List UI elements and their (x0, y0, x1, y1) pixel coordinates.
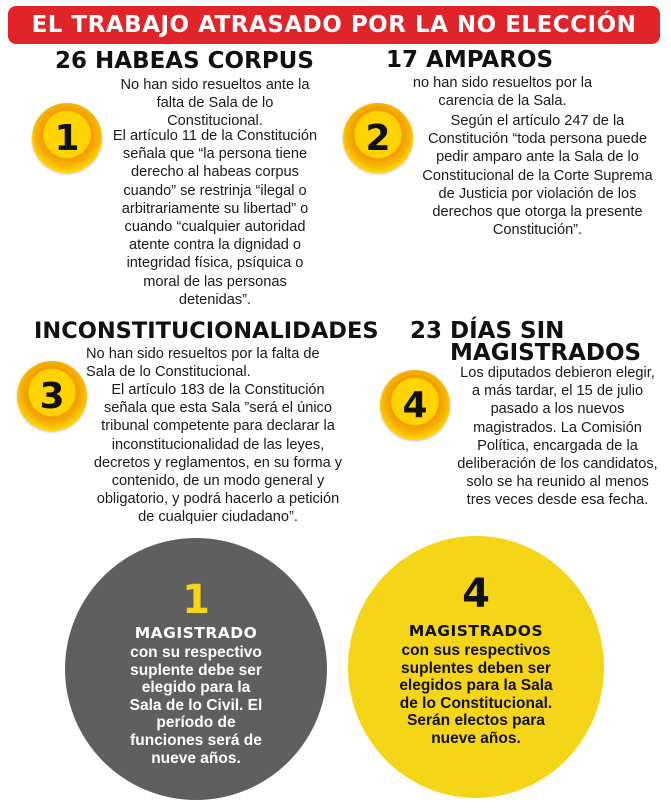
circle-2-body: con sus respectivos suplentes deben ser elegidos para la Sala de lo Constitucional. Serán electos para nueve años. (399, 642, 553, 747)
section-1-paragraph-2: El artículo 11 de la Constitución señala que “la persona tiene derecho al habeas corpus cuando” se restrinja “ilegal o arbitrariamente su libertad” o cuando “cualquier autoridad atente contra la dignidad o integridad física, psíquica o moral de las personas detenidas”. (112, 128, 318, 308)
coin-number: 1 (54, 118, 80, 159)
heading-inconstitucionalidades: INCONSTITUCIONALIDADES (34, 318, 379, 344)
section-4-paragraph: Los diputados debieron elegir, a más tardar, el 15 de julio pasado a los nuevos magistrados. La Comisión Política, encargada de la deliberación de los candidatos, solo se ha reunido al menos tres veces desde esa fecha. (457, 365, 658, 509)
heading-dias-sin-magistrados-line-2: MAGISTRADOS (450, 340, 642, 366)
number-3-coin-icon (17, 361, 87, 431)
section-2-paragraph-1: no han sido resueltos por la carencia de la Sala. (412, 75, 593, 110)
circle-1-number: 1 (182, 577, 210, 623)
circle-2-caption: MAGISTRADOS (408, 622, 544, 640)
magistrados-constitucional-circle (348, 536, 604, 798)
coin-number: 3 (39, 376, 65, 417)
section-3-paragraph-1: No han sido resueltos por la falta de Sala de lo Constitucional. (86, 346, 320, 381)
title-banner (8, 6, 660, 44)
section-3-paragraph-2: El artículo 183 de la Constitución señala que esta Sala ”será el único tribunal competente para declarar la inconstitucionalidad de las leyes, decretos y reglamentos, en su forma y contenido, de un modo general y obligatorio, y podrá hacerlo a petición de cualquier ciudadano”. (93, 382, 343, 526)
number-4-coin-icon (380, 370, 450, 440)
heading-habeas-corpus: 26 HABEAS CORPUS (55, 48, 314, 74)
section-1-paragraph-1: No han sido resueltos ante la falta de Sala de lo Constitucional. (120, 77, 310, 130)
banner-title: EL TRABAJO ATRASADO POR LA NO ELECCIÓN (31, 12, 637, 38)
circle-1-caption: MAGISTRADO (134, 624, 258, 642)
coin-number: 4 (402, 385, 428, 426)
heading-amparos: 17 AMPAROS (386, 47, 554, 73)
heading-dias-sin-magistrados-line-1: 23 DÍAS SIN (410, 318, 565, 344)
circle-1-body: con su respectivo suplente debe ser elegido para la Sala de lo Civil. El período de funciones será de nueve años. (129, 644, 263, 767)
number-1-coin-icon (32, 103, 102, 173)
number-2-coin-icon (343, 103, 413, 173)
section-2-paragraph-2: Según el artículo 247 de la Constitución “toda persona puede pedir amparo ante la Sala de lo Constitucional de la Corte Suprema de Justicia por violación de los derechos que otorga la presente Constitución”. (422, 113, 653, 239)
coin-number: 2 (365, 118, 391, 159)
circle-2-number: 4 (462, 571, 490, 617)
magistrado-civil-circle (65, 538, 327, 800)
